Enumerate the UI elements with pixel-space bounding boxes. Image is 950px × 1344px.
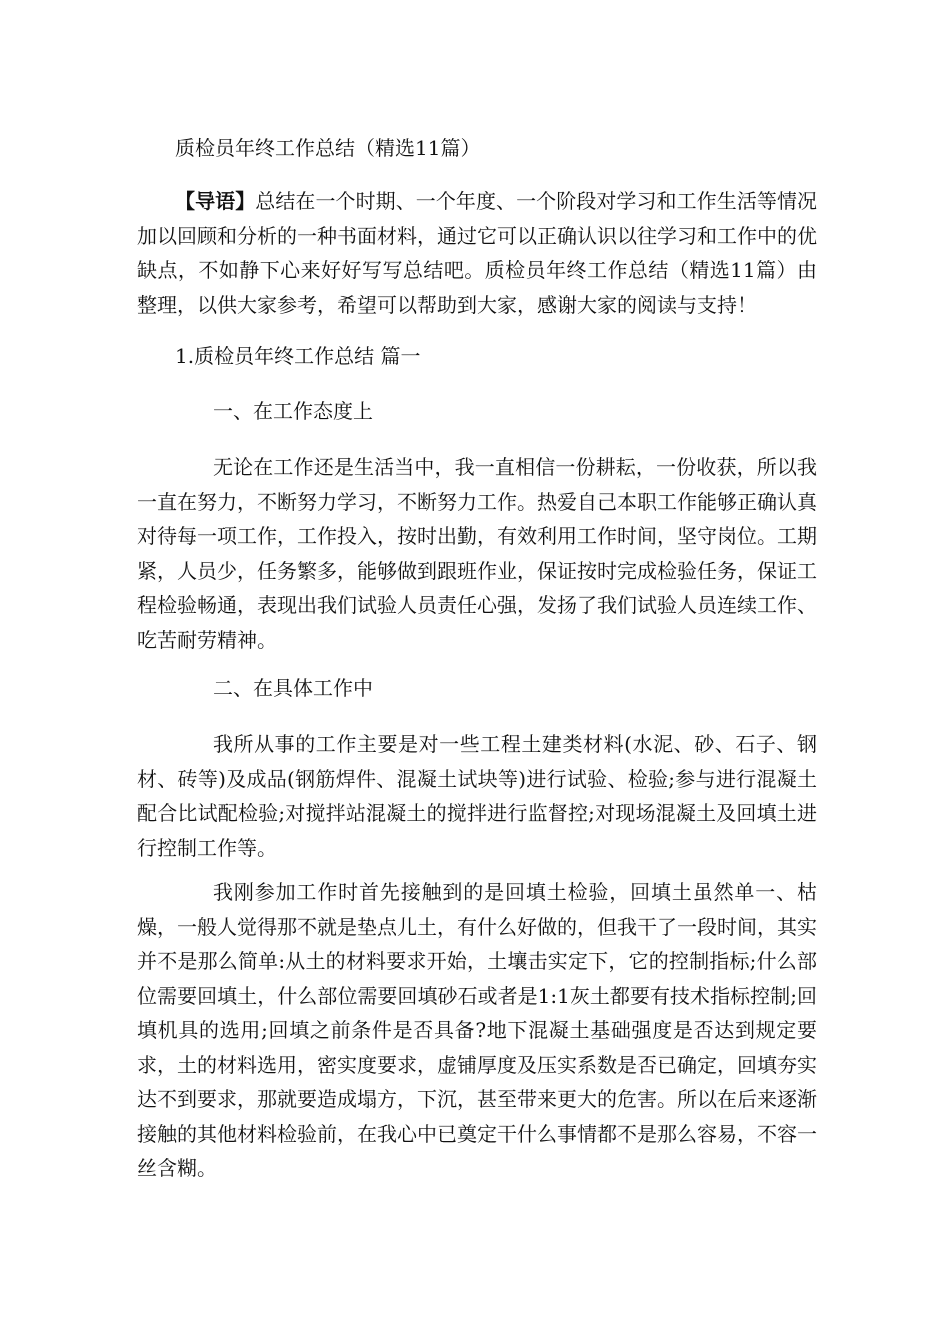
intro-paragraph bbox=[137, 184, 817, 322]
section-title: 1.质检员年终工作总结 篇一 bbox=[175, 344, 421, 368]
intro-lead-label: 【导语】 bbox=[175, 189, 256, 213]
paragraph-work-attitude: 无论在工作还是生活当中，我一直相信一份耕耘，一份收获，所以我一直在努力，不断努力学习，不断努力工作。热爱自己本职工作能够正确认真对待每一项工作，工作投入，按时出勤，有效利用工作时间，坚守岗位。工期紧，人员少，任务繁多，能够做到跟班作业，保证按时完成检验任务，保证工程检验畅通，表现出我们试验人员责任心强，发扬了我们试验人员连续工作、吃苦耐劳精神。 bbox=[137, 455, 817, 652]
paragraph-backfill-experience: 我刚参加工作时首先接触到的是回填土检验，回填土虽然单一、枯燥，一般人觉得那不就是垫点儿土，有什么好做的，但我干了一段时间，其实并不是那么简单:从土的材料要求开始，土壤击实定下，它的控制指标;什么部位需要回填土，什么部位需要回填砂石或者是1:1灰土都要有技术指标控制;回填机具的选用;回填之前条件是否具备?地下混凝土基础强度是否达到规定要求，土的材料选用，密实度要求，虚铺厚度及压实系数是否已确定，回填夯实达不到要求，那就要造成塌方，下沉，甚至带来更大的危害。所以在后来逐渐接触的其他材料检验前，在我心中已奠定干什么事情都不是那么容易，不容一丝含糊。 bbox=[137, 880, 817, 1180]
intro-text: 总结在一个时期、一个年度、一个阶段对学习和工作生活等情况加以回顾和分析的一种书面材料，通过它可以正确认识以往学习和工作中的优缺点，不如静下心来好好写写总结吧。质检员年终工作总结（精选11篇）由整理，以供大家参考，希望可以帮助到大家，感谢大家的阅读与支持！ bbox=[137, 189, 818, 317]
document-title: 质检员年终工作总结（精选11篇） bbox=[175, 136, 481, 160]
subheading-specific-work: 二、在具体工作中 bbox=[213, 676, 373, 700]
paragraph-work-scope: 我所从事的工作主要是对一些工程土建类材料(水泥、砂、石子、钢材、砖等)及成品(钢筋焊件、混凝土试块等)进行试验、检验;参与进行混凝土配合比试配检验;对搅拌站混凝土的搅拌进行监督控;对现场混凝土及回填土进行控制工作等。 bbox=[137, 732, 817, 860]
subheading-work-attitude: 一、在工作态度上 bbox=[213, 399, 373, 423]
